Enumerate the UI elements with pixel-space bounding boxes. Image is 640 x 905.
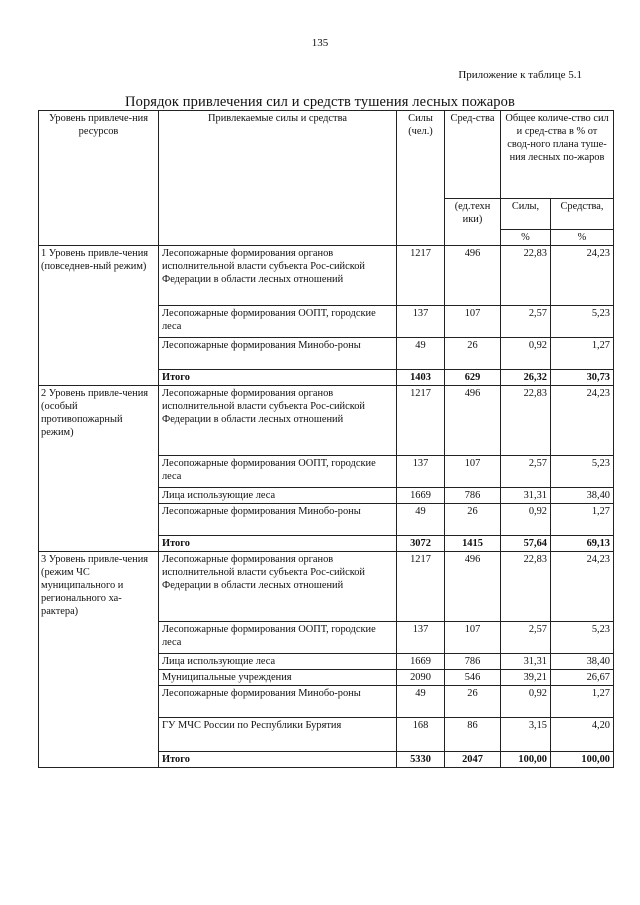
means-cell: 786 — [445, 488, 501, 504]
share-means-cell: 24,23 — [551, 552, 614, 622]
means-cell: 496 — [445, 552, 501, 622]
total-means-cell: 629 — [445, 370, 501, 386]
forces-name-cell: Лесопожарные формирования органов исполнительной власти субъекта Рос-сийской Федерации в области лесных отношений — [159, 246, 397, 306]
means-cell: 107 — [445, 306, 501, 338]
forces-name-cell: Лесопожарные формирования ООПТ, городские леса — [159, 456, 397, 488]
header-pct-forces: % — [501, 230, 551, 246]
people-cell: 2090 — [397, 670, 445, 686]
share-means-cell: 1,27 — [551, 338, 614, 370]
share-means-cell: 5,23 — [551, 622, 614, 654]
forces-name-cell: Лица использующие леса — [159, 654, 397, 670]
table-row — [39, 246, 614, 306]
table-row — [39, 552, 614, 622]
people-cell: 1669 — [397, 488, 445, 504]
share-means-cell: 24,23 — [551, 386, 614, 456]
people-cell: 49 — [397, 686, 445, 718]
total-share-means-cell: 100,00 — [551, 752, 614, 768]
share-means-cell: 38,40 — [551, 488, 614, 504]
share-forces-cell: 22,83 — [501, 552, 551, 622]
total-people-cell: 3072 — [397, 536, 445, 552]
share-forces-cell: 31,31 — [501, 488, 551, 504]
forces-name-cell: Муниципальные учреждения — [159, 670, 397, 686]
forces-name-cell: Лесопожарные формирования органов исполнительной власти субъекта Рос-сийской Федерации в области лесных отношений — [159, 552, 397, 622]
means-cell: 86 — [445, 718, 501, 752]
share-forces-cell: 0,92 — [501, 338, 551, 370]
people-cell: 1669 — [397, 654, 445, 670]
people-cell: 49 — [397, 338, 445, 370]
share-means-cell: 1,27 — [551, 504, 614, 536]
share-means-cell: 38,40 — [551, 654, 614, 670]
appendix-note: Приложение к таблице 5.1 — [458, 69, 582, 81]
total-label-cell: Итого — [159, 752, 397, 768]
share-forces-cell: 22,83 — [501, 246, 551, 306]
header-share-forces: Силы, — [501, 199, 551, 230]
forces-name-cell: Лесопожарные формирования Минобо-роны — [159, 338, 397, 370]
share-forces-cell: 2,57 — [501, 456, 551, 488]
people-cell: 1217 — [397, 246, 445, 306]
means-cell: 786 — [445, 654, 501, 670]
level-cell: 2 Уровень привле-чения (особый противопожарный режим) — [39, 386, 159, 552]
forces-name-cell: Лица использующие леса — [159, 488, 397, 504]
total-share-means-cell: 30,73 — [551, 370, 614, 386]
forces-name-cell: ГУ МЧС России по Республики Бурятия — [159, 718, 397, 752]
people-cell: 168 — [397, 718, 445, 752]
people-cell: 137 — [397, 456, 445, 488]
means-cell: 496 — [445, 386, 501, 456]
total-share-forces-cell: 26,32 — [501, 370, 551, 386]
share-means-cell: 1,27 — [551, 686, 614, 718]
share-forces-cell: 22,83 — [501, 386, 551, 456]
header-means-unit: (ед.техн ики) — [445, 199, 501, 246]
share-forces-cell: 0,92 — [501, 686, 551, 718]
share-forces-cell: 2,57 — [501, 622, 551, 654]
header-means: Сред-ства — [445, 111, 501, 199]
forces-name-cell: Лесопожарные формирования ООПТ, городские леса — [159, 306, 397, 338]
share-forces-cell: 39,21 — [501, 670, 551, 686]
means-cell: 107 — [445, 622, 501, 654]
means-cell: 26 — [445, 504, 501, 536]
share-forces-cell: 3,15 — [501, 718, 551, 752]
header-share-means: Средства, — [551, 199, 614, 230]
header-share: Общее количе-ство сил и сред-ства в % от свод-ного плана туше-ния лесных по-жаров — [501, 111, 614, 199]
share-forces-cell: 2,57 — [501, 306, 551, 338]
resource-table — [38, 110, 614, 768]
people-cell: 1217 — [397, 552, 445, 622]
means-cell: 546 — [445, 670, 501, 686]
people-cell: 137 — [397, 306, 445, 338]
people-cell: 1217 — [397, 386, 445, 456]
header-people: Силы (чел.) — [397, 111, 445, 246]
forces-name-cell: Лесопожарные формирования органов исполнительной власти субъекта Рос-сийской Федерации в области лесных отношений — [159, 386, 397, 456]
total-label-cell: Итого — [159, 370, 397, 386]
total-share-forces-cell: 100,00 — [501, 752, 551, 768]
share-forces-cell: 0,92 — [501, 504, 551, 536]
forces-name-cell: Лесопожарные формирования Минобо-роны — [159, 686, 397, 718]
header-forces: Привлекаемые силы и средства — [159, 111, 397, 246]
means-cell: 26 — [445, 338, 501, 370]
people-cell: 137 — [397, 622, 445, 654]
share-means-cell: 4,20 — [551, 718, 614, 752]
level-cell: 1 Уровень привле-чения (повседнев-ный режим) — [39, 246, 159, 386]
share-means-cell: 5,23 — [551, 306, 614, 338]
people-cell: 49 — [397, 504, 445, 536]
table-title: Порядок привлечения сил и средств тушения лесных пожаров — [125, 94, 515, 110]
forces-name-cell: Лесопожарные формирования Минобо-роны — [159, 504, 397, 536]
total-share-means-cell: 69,13 — [551, 536, 614, 552]
share-means-cell: 24,23 — [551, 246, 614, 306]
header-pct-means: % — [551, 230, 614, 246]
header-level: Уровень привлече-ния ресурсов — [39, 111, 159, 246]
means-cell: 26 — [445, 686, 501, 718]
level-cell: 3 Уровень привле-чения (режим ЧС муниципального и регионального ха-рактера) — [39, 552, 159, 768]
table-row — [39, 386, 614, 456]
total-means-cell: 2047 — [445, 752, 501, 768]
total-means-cell: 1415 — [445, 536, 501, 552]
share-means-cell: 5,23 — [551, 456, 614, 488]
means-cell: 496 — [445, 246, 501, 306]
table-body — [39, 246, 614, 768]
total-share-forces-cell: 57,64 — [501, 536, 551, 552]
page-number: 135 — [311, 37, 329, 49]
total-people-cell: 1403 — [397, 370, 445, 386]
forces-name-cell: Лесопожарные формирования ООПТ, городские леса — [159, 622, 397, 654]
share-means-cell: 26,67 — [551, 670, 614, 686]
total-people-cell: 5330 — [397, 752, 445, 768]
share-forces-cell: 31,31 — [501, 654, 551, 670]
total-label-cell: Итого — [159, 536, 397, 552]
means-cell: 107 — [445, 456, 501, 488]
